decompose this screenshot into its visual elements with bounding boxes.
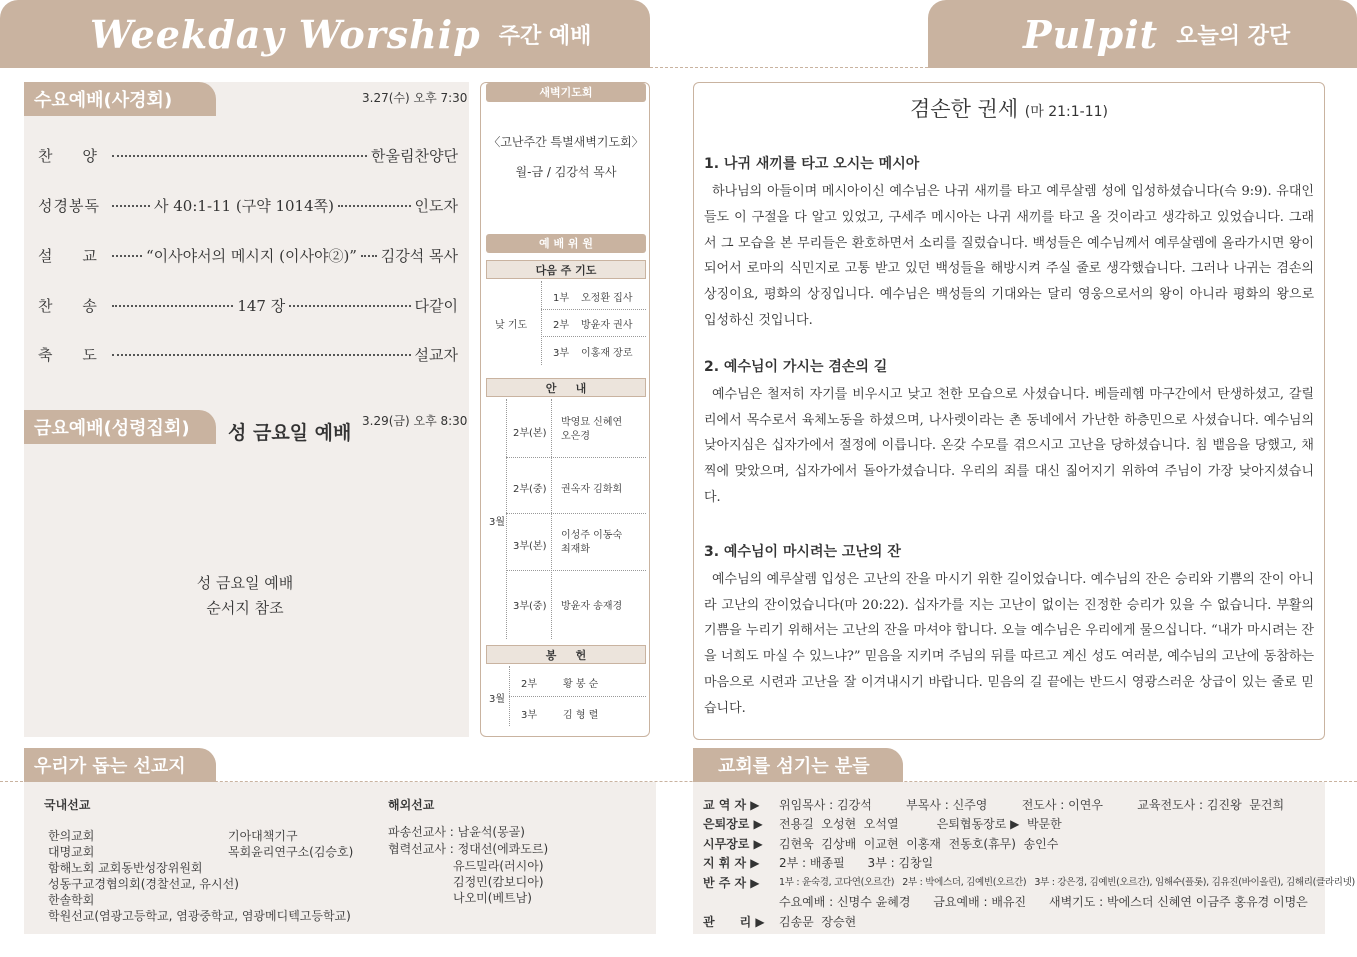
dots [338,205,411,207]
dawn-title: 새벽기도회 [486,83,646,102]
dots [112,255,142,257]
guide-names: 박영묘 신혜연 오은경 [561,417,623,442]
divider [506,399,507,639]
wed-order-3 [38,245,458,266]
header-left [0,0,650,68]
guide-part: 2부(중) [513,484,547,495]
order-mid: 사 40:1-11 (구약 1014쪽) [154,197,334,215]
domestic-a-4: 성동구교경협의회(경찰선교, 유시선) [48,877,239,891]
offering-part: 3부 [521,710,538,721]
order-label: 축 도 [38,346,98,364]
server-label: 지 휘 자 ▶ [703,856,760,870]
header-right-korean: 오늘의 강단 [1176,23,1291,49]
dawn-line2: 월-금 / 김강석 목사 [515,165,617,179]
domestic-a-2: 대명교회 [48,845,95,859]
guide-names: 방윤자 송재경 [561,601,623,612]
server-text: 김현욱 김상배 이교현 이홍재 전동호(휴무) 송인수 [779,837,1059,851]
server-text: 전용길 오성현 오석열 은퇴협동장로 ▶ 박문한 [779,817,1062,831]
prayer-name: 이홍재 장로 [581,348,633,359]
order-label: 찬 양 [38,147,98,165]
dawn-line1: 〈고난주간 특별새벽기도회〉 [488,135,644,149]
divider [506,513,646,514]
server-label: 교 역 자 ▶ [703,798,760,812]
guide-month: 3월 [489,517,506,528]
overseas-3: 유드밀라(러시아) [453,859,544,873]
dots [361,255,377,257]
dots [112,354,411,356]
prayer-name: 오정환 집사 [581,293,633,304]
order-label: 성경봉독 [38,197,100,215]
prayer-part: 1부 [553,293,570,304]
fri-note-1: 성 금요일 예배 [196,574,294,592]
offering-title: 봉 헌 [486,645,646,664]
overseas-title: 해외선교 [388,798,435,812]
side-column [480,82,650,737]
order-mid: 147 장 [237,297,286,315]
guide-part: 3부(중) [513,601,547,612]
server-text: 위임목사 : 김강석 부목사 : 신주영 전도사 : 이연우 교육전도사 : 김진왕 문건희 [779,798,1285,812]
divider [541,309,646,310]
divider [506,570,646,571]
day-prayer-label: 낮 기도 [495,320,528,331]
fri-title: 성 금요일 예배 [228,422,352,444]
fri-tab: 금요예배(성령집회) [24,410,216,444]
server-text: 수요예배 : 신명수 윤혜경 금요예배 : 배유진 새벽기도 : 박에스더 신혜연 이금주 홍유경 이명은 [779,895,1308,909]
offering-name: 황 봉 순 [563,679,599,690]
server-label: 반 주 자 ▶ [703,876,760,890]
server-text: 1부 : 윤숙경, 고다연(오르간) 2부 : 박에스더, 김예빈(오르간) 3부 : 강은경, 김예빈(오르간), 임해수(플롯), 김유진(바이올린), 김해리(클라리넷) [779,877,1355,888]
servers-tab: 교회를 섬기는 분들 [693,748,903,782]
server-text: 김송문 장승현 [779,915,857,929]
wed-datetime: 3.27(수) 오후 7:30 [362,91,468,105]
prayer-part: 2부 [553,320,570,331]
guide-names: 이성주 이동숙 최재화 [561,530,623,555]
order-label: 찬 송 [38,297,98,315]
prayer-part: 3부 [553,348,570,359]
committee-title: 예 배 위 원 [486,234,646,253]
section-heading: 1. 나귀 새끼를 타고 오시는 메시아 [704,156,920,172]
divider [506,457,646,458]
order-right: 인도자 [414,197,458,215]
server-label: 은퇴장로 ▶ [703,817,763,831]
wed-tab: 수요예배(사경회) [24,82,216,116]
offering-part: 2부 [521,679,538,690]
wed-order-5 [38,344,458,365]
guide-part: 3부(본) [513,541,547,552]
header-right [928,0,1357,68]
header-left-script: Weekday Worship [90,11,481,57]
server-label: 시무장로 ▶ [703,837,763,851]
section-heading: 2. 예수님이 가시는 겸손의 길 [704,358,888,375]
guide-names: 권옥자 김화회 [561,484,623,495]
section-body: 하나님의 아들이며 메시아이신 예수님은 나귀 새끼를 타고 예루살렘 성에 입성하셨습니다(슥 9:9). 유대인들도 이 구절을 다 알고 있었고, 구세주 메시아는 나귀 새끼를 타고 올 것이라고 생각하고 있었습니다. 그래서 그 모습을 본 무리들은 환호하면서 소리를 질렀습니다. 백성들은 예수님께서 예루살렘에 올라가시면 왕이 되어서 로마의 식민지로 고통 받고 있던 백성들을 해방시켜 주실 줄로 생각했습니다. 그러나 나귀는 겸손의 상징이요, 평화의 상징입니다. 예수님은 백성들의 기대와는 달리 영웅으로서의 왕이 아니라 평화의 왕으로 입성하신 것입니다. [704,184,1314,328]
sermon-title: 겸손한 권세 [910,97,1019,121]
section-body: 예수님은 철저히 자기를 비우시고 낮고 천한 모습으로 사셨습니다. 베들레헴 마구간에서 탄생하셨고, 갈릴리에서 목수로서 육체노동을 하셨으며, 나사렛이라는 촌 동네에서 가난한 하층민으로 사셨습니다. 예수님의 낮아지심은 십자가에서 절정에 이릅니다. 온갖 수모를 겪으시고 고난을 당하셨습니다. 침 뱉음을 당했고, 채찍에 맞았으며, 십자가에서 돌아가셨습니다. 우리의 죄를 대신 짊어지기 위하여 주님이 가장 낮아지셨습니다. [704,386,1314,505]
divider [541,281,542,365]
dots [112,305,233,307]
wed-order-1 [38,145,458,166]
fri-note-2: 순서지 참조 [206,599,284,617]
overseas-2: 협력선교사 : 정대선(에콰도르) [388,842,549,856]
domestic-a-6: 학원선교(염광고등학교, 염광중학교, 염광메디텍고등학교) [48,909,351,923]
domestic-a-1: 한의교회 [48,829,95,843]
sermon-box [693,82,1325,740]
server-label: 관 리 ▶ [703,915,765,929]
domestic-a-3: 함해노회 교회동반성장위원회 [48,861,203,875]
order-label: 설 교 [38,247,98,265]
offering-month: 3월 [489,694,506,705]
order-right: 설교자 [414,346,458,364]
wed-order-2 [38,195,458,216]
order-right: 김강석 목사 [380,247,458,265]
wed-order-4 [38,295,458,316]
missions-tab: 우리가 돕는 선교지 [24,748,216,782]
divider [541,336,646,337]
overseas-1: 파송선교사 : 남윤석(몽골) [388,825,525,839]
next-prayer-title: 다음 주 기도 [486,260,646,279]
header-right-script: Pulpit [1023,11,1159,57]
fri-datetime: 3.29(금) 오후 8:30 [362,414,468,428]
section-heading: 3. 예수님이 마시려는 고난의 잔 [704,543,901,560]
divider [551,399,552,639]
domestic-a-5: 한솔학회 [48,893,95,907]
domestic-b-2: 목회윤리연구소(김승호) [228,845,354,859]
divider [509,696,646,697]
overseas-5: 나오미(베트남) [453,891,532,905]
order-right: 한울림찬양단 [371,147,458,165]
header-divider [650,67,928,68]
dots [289,305,410,307]
domestic-b-1: 기아대책기구 [228,829,298,843]
offering-name: 김 형 렬 [563,710,599,721]
sermon-heading [704,93,1314,123]
prayer-name: 방윤자 권사 [581,320,633,331]
order-mid: “이사야서의 메시지 (이사야②)” [146,247,357,265]
overseas-4: 김정민(캄보디아) [453,875,544,889]
dots [112,205,150,207]
sermon-ref: (마 21:1-11) [1024,104,1108,120]
guide-part: 2부(본) [513,428,547,439]
server-text: 2부 : 배종필 3부 : 김창일 [779,856,934,870]
order-right: 다같이 [414,297,458,315]
domestic-title: 국내선교 [44,798,91,812]
guide-title: 안 내 [486,378,646,397]
header-left-korean: 주간 예배 [498,23,592,49]
dots [112,155,367,157]
section-body: 예수님의 예루살렘 입성은 고난의 잔을 마시기 위한 길이었습니다. 예수님의 잔은 승리와 기쁨의 잔이 아니라 고난의 잔이었습니다(마 20:22). 십자가를 지는 고난이 없이는 진정한 승리가 있을 수 없습니다. 부활의 기쁨을 누리기 위해서는 고난의 잔을 마셔야 합니다. 오늘 예수님은 우리에게 물으십니다. “내가 마시려는 잔을 너희도 마실 수 있느냐?” 믿음을 지키며 주님의 뒤를 따르고 계신 성도 여러분, 예수님의 고난에 동참하는 마음으로 시련과 고난을 잘 이겨내시기 바랍니다. 믿음의 길 끝에는 반드시 영광스러운 상급이 있는 줄로 믿습니다. [704,571,1314,716]
